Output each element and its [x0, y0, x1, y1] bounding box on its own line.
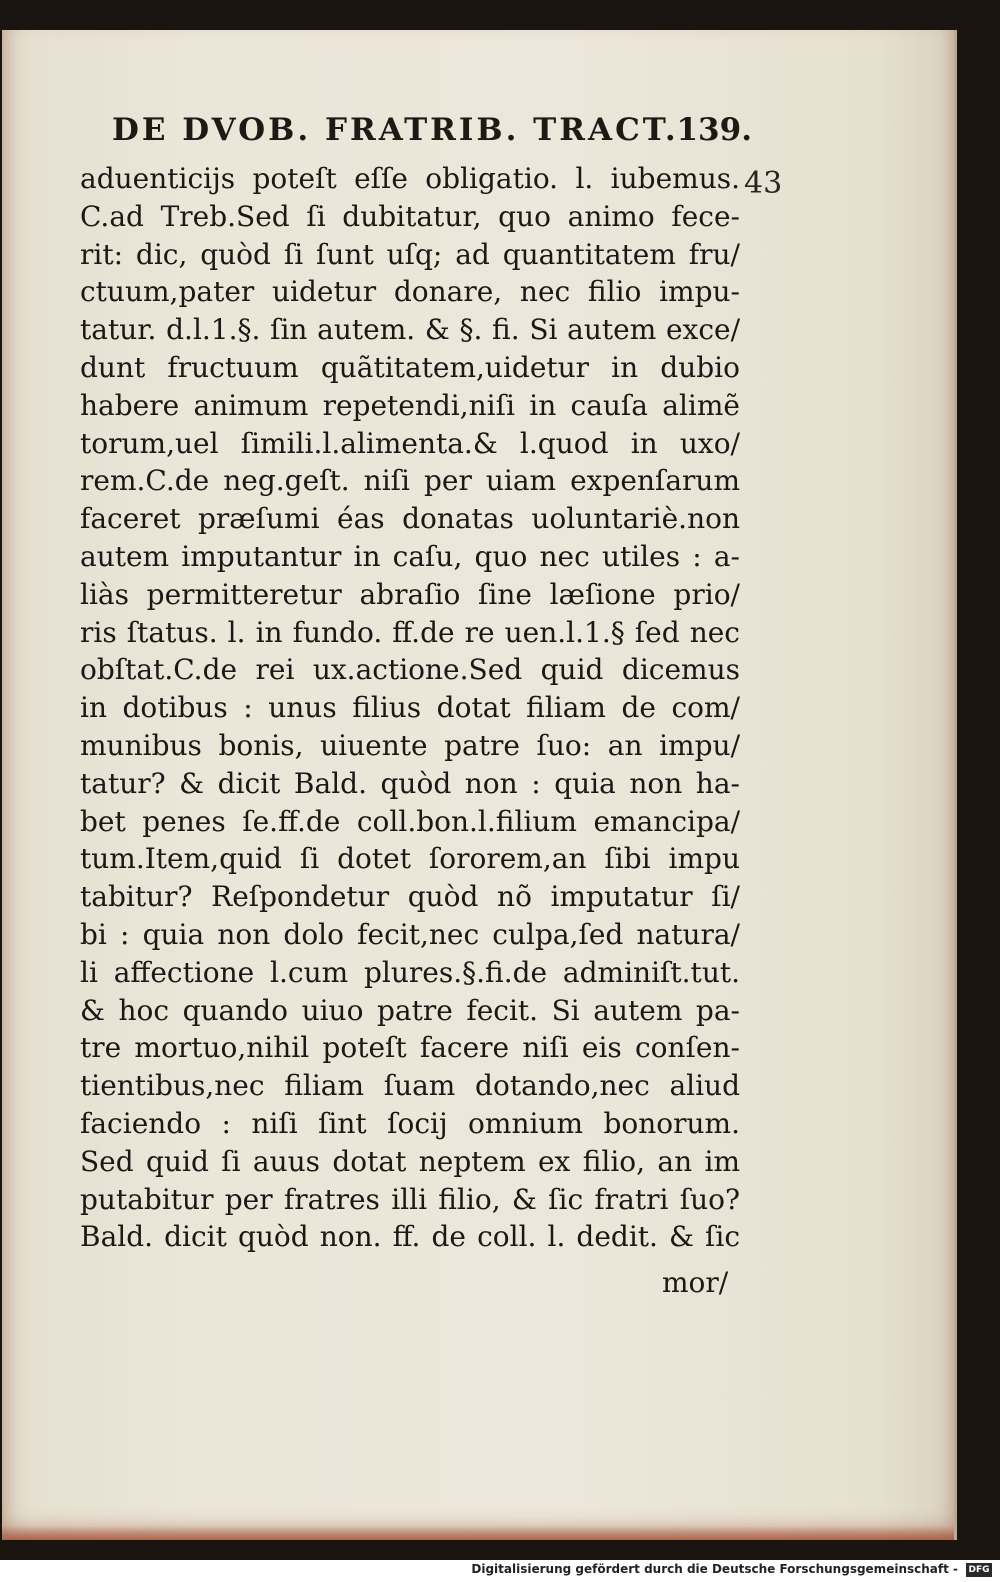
text-line: & hoc quando uiuo patre fecit. Si autem pa- [80, 993, 740, 1027]
running-head [112, 112, 752, 160]
text-line: ctuum,pater uidetur donare, nec filio impu- [80, 275, 740, 309]
text-line: tabitur? Reſpondetur quòd nõ imputatur ſi/ [80, 880, 740, 914]
text-line: li affectione l.cum plures.§.fi.de adminiſt.tut. [80, 955, 740, 989]
text-line: rit: dic, quòd ſi ſunt uſq; ad quantitatem fru/ [80, 237, 740, 271]
digitization-footer [0, 1560, 1000, 1582]
text-line: C.ad Treb.Sed ſi dubitatur, quo animo fece- [80, 199, 740, 233]
text-line: Bald. dicit quòd non. ff. de coll. l. dedit. & ſic [80, 1220, 740, 1254]
text-line: faciendo : niſi ſint ſocij omnium bonorum. [80, 1106, 740, 1140]
text-line: tre mortuo,nihil poteſt facere niſi eis conſen- [80, 1031, 740, 1065]
text-line: tum.Item,quid ſi dotet ſororem,an ſibi impu [80, 842, 740, 876]
text-line: putabitur per fratres illi filio, & ſic fratri ſuo? [80, 1182, 740, 1216]
page-number: 139. [676, 112, 752, 148]
catchword: mor/ [662, 1266, 729, 1299]
text-line: autem imputantur in caſu, quo nec utiles : a- [80, 539, 740, 573]
dfg-logo-icon: DFG [966, 1563, 992, 1577]
text-line: ris ſtatus. l. in fundo. ff.de re uen.l.1.§ ſed nec [80, 615, 740, 649]
text-line: habere animum repetendi,niſi in cauſa alimẽ [80, 388, 740, 422]
body-text [80, 160, 740, 1256]
text-line: Sed quid ſi auus dotat neptem ex filio, an im [80, 1144, 740, 1178]
text-line: bet penes ſe.ff.de coll.bon.l.filium emancipa/ [80, 804, 740, 838]
text-line: dunt fructuum quãtitatem,uidetur in dubio [80, 350, 740, 384]
running-title: DE DVOB. FRATRIB. TRACT. [112, 112, 679, 148]
text-line: bi : quia non dolo fecit,nec culpa,ſed natura/ [80, 917, 740, 951]
text-line: rem.C.de neg.geſt. niſi per uiam expenſarum [80, 464, 740, 498]
text-line: tatur? & dicit Bald. quòd non : quia non ha- [80, 766, 740, 800]
funding-notice: Digitalisierung gefördert durch die Deutsche Forschungsgemeinschaft - [471, 1562, 958, 1576]
text-line: tatur. d.l.1.§. ſin autem. & §. fi. Si autem exce/ [80, 313, 740, 347]
page-edge-stain [2, 1526, 954, 1540]
margin-note-number: 43 [744, 166, 783, 201]
text-line: faceret præſumi éas donatas uoluntariè.non [80, 502, 740, 536]
text-line: munibus bonis, uiuente patre ſuo: an impu/ [80, 728, 740, 762]
text-line: obſtat.C.de rei ux.actione.Sed quid dicemus [80, 653, 740, 687]
text-line: aduenticijs poteſt eſſe obligatio. l. iubemus. [80, 162, 740, 195]
text-line: in dotibus : unus filius dotat filiam de com/ [80, 691, 740, 725]
text-line: liàs permitteretur abraſio ſine læſione prio/ [80, 577, 740, 611]
text-line: tientibus,nec filiam ſuam dotando,nec aliud [80, 1069, 740, 1103]
text-line: torum,uel ſimili.l.alimenta.& l.quod in uxo/ [80, 426, 740, 460]
